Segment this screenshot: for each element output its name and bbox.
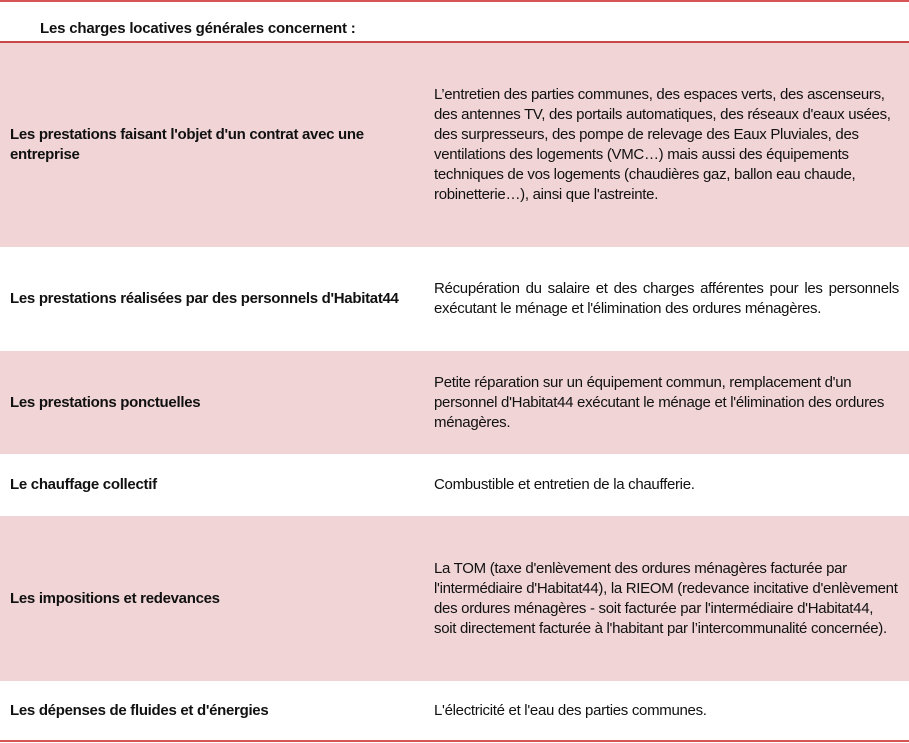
row-label: Les prestations faisant l'objet d'un contrat avec une entreprise <box>10 126 364 163</box>
row-description: Combustible et entretien de la chaufferie. <box>434 476 695 493</box>
top-border <box>0 0 909 2</box>
table-row-contrat <box>0 43 909 247</box>
table-row-fluides <box>0 681 909 740</box>
row-description: Petite réparation sur un équipement commun, remplacement d'un personnel d'Habitat44 exécutant le ménage et l'élimination des ordures ménagères. <box>434 373 885 431</box>
page-title: Les charges locatives générales concernent : <box>40 20 356 37</box>
row-label: Le chauffage collectif <box>10 476 157 493</box>
row-label: Les impositions et redevances <box>10 589 220 607</box>
row-description: La TOM (taxe d'enlèvement des ordures ménagères facturée par l'intermédiaire d'Habitat44), la RIEOM (redevance incitative d'enlèvement des ordures ménagères - soit facturée par l'intermédiaire d'Habitat44, soit directement facturée à l'habitant par l’intercommunalité concernée). <box>434 559 898 637</box>
bottom-border <box>0 740 909 742</box>
row-label: Les prestations réalisées par des personnels d'Habitat44 <box>10 290 399 307</box>
table-row-ponctuelles <box>0 351 909 454</box>
table-row-personnels <box>0 247 909 351</box>
table-row-chauffage <box>0 454 909 516</box>
table-row-impositions <box>0 516 909 681</box>
row-label: Les dépenses de fluides et d'énergies <box>10 701 269 719</box>
row-description: Récupération du salaire et des charges afférentes pour les personnels exécutant le ménage et l'élimination des ordures ménagères. <box>434 280 899 317</box>
row-description: L'électricité et l'eau des parties communes. <box>434 701 707 719</box>
row-description: L’entretien des parties communes, des espaces verts, des ascenseurs, des antennes TV, des portails automatiques, des réseaux d'eaux usées, des surpresseurs, des pompe de relevage des Eaux Pluviales, des ventilations des logements (VMC…) mais aussi des équipements techniques de vos logements (chaudières gaz, ballon eau chaude, robinetterie…), ainsi que l'astreinte. <box>434 86 891 203</box>
row-label: Les prestations ponctuelles <box>10 393 201 411</box>
